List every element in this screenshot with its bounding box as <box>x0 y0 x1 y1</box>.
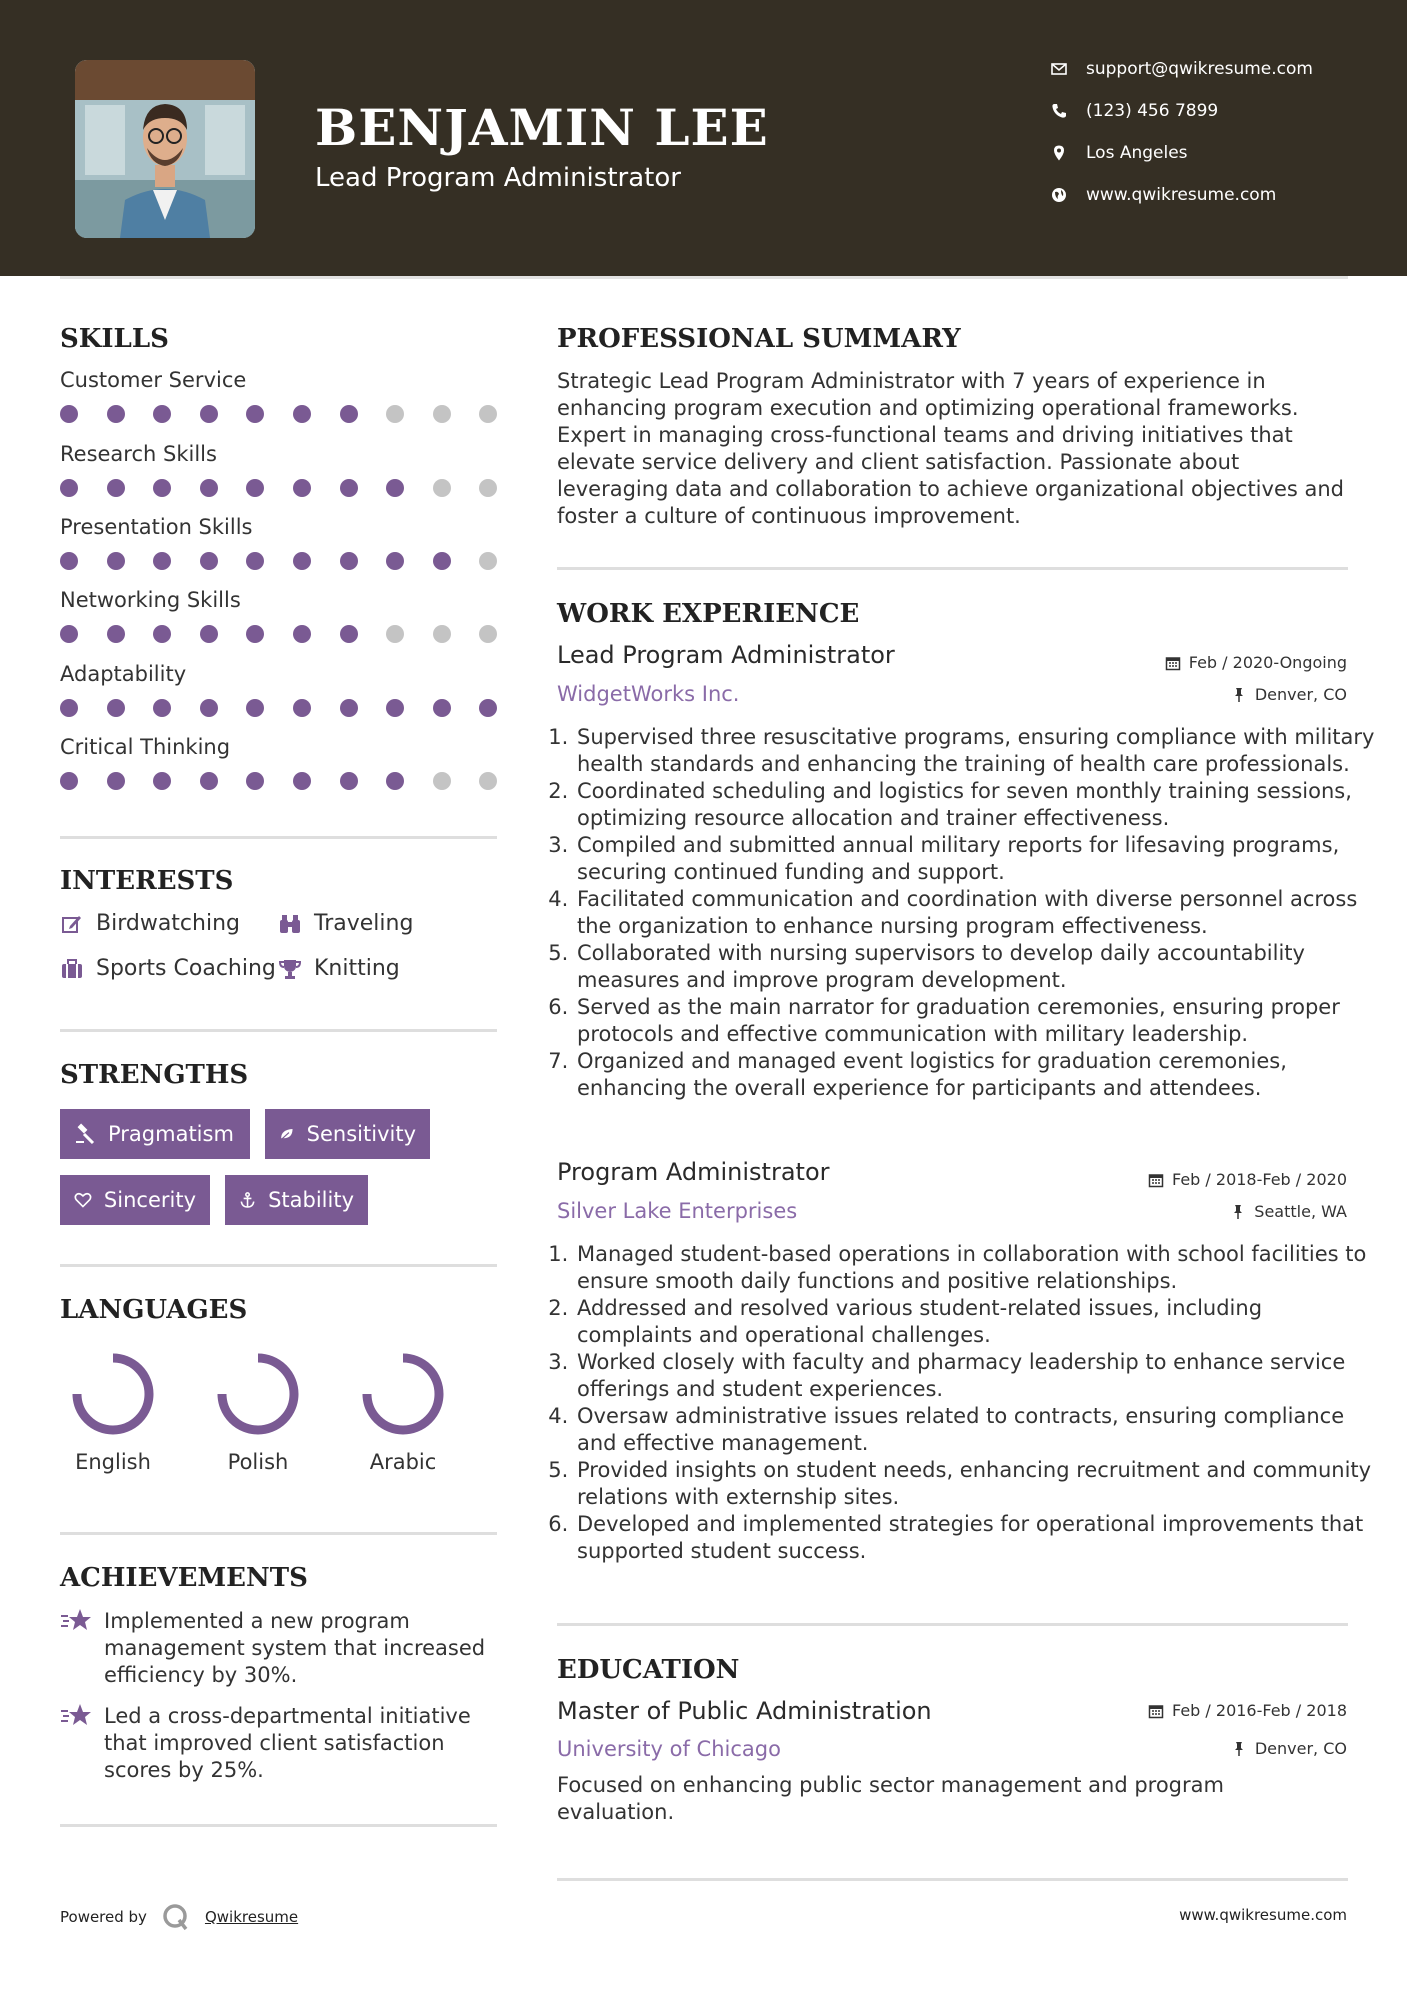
language-name: Arabic <box>369 1450 437 1474</box>
leaf-icon <box>279 1123 295 1145</box>
skill-dot-filled <box>293 479 311 497</box>
skill-dot-filled <box>200 479 218 497</box>
skill-dot-filled <box>60 552 78 570</box>
duty-item: 6. Served as the main narrator for graduation ceremonies, ensuring proper protocols and effective communication with military leadership. <box>575 994 1375 1048</box>
star-award-icon <box>60 1606 94 1636</box>
skill-rating <box>60 699 500 719</box>
header-divider <box>60 276 1348 279</box>
language-ring <box>67 1348 159 1440</box>
duty-item: 6. Developed and implemented strategies for operational improvements that supported student success. <box>575 1511 1375 1565</box>
footer-branding <box>60 1902 298 1932</box>
skill-dot-filled <box>200 772 218 790</box>
skill-dot-filled <box>340 699 358 717</box>
education-location: Denver, CO <box>1231 1739 1347 1758</box>
skill-dot-empty <box>479 552 497 570</box>
skill-dot-filled <box>340 479 358 497</box>
skill-dot-filled <box>386 772 404 790</box>
skill-label: Customer Service <box>60 368 247 392</box>
skill-dot-filled <box>107 405 125 423</box>
skill-label: Adaptability <box>60 662 187 686</box>
skill-dot-filled <box>340 772 358 790</box>
globe-icon <box>1050 186 1068 204</box>
heart-icon <box>74 1189 92 1211</box>
interests-heading: INTERESTS <box>60 866 234 896</box>
contact-location-text: Los Angeles <box>1086 143 1188 163</box>
skill-label: Networking Skills <box>60 588 241 612</box>
skill-dot-filled <box>340 405 358 423</box>
job-dates: Feb / 2018-Feb / 2020 <box>1148 1170 1347 1189</box>
skill-dot-filled <box>60 625 78 643</box>
pushpin-icon <box>1231 1741 1247 1757</box>
section-divider <box>60 1029 497 1032</box>
contact-email[interactable] <box>1050 57 1390 81</box>
skill-rating <box>60 772 500 792</box>
strength-badge: Pragmatism <box>60 1109 250 1159</box>
achievements-heading: ACHIEVEMENTS <box>60 1563 308 1593</box>
job-title: Program Administrator <box>557 1158 830 1186</box>
achievement-item <box>60 1703 500 1784</box>
skill-dot-filled <box>200 699 218 717</box>
map-pin-icon <box>1050 144 1068 162</box>
contact-email-text: support@qwikresume.com <box>1086 59 1313 79</box>
section-divider <box>60 1264 497 1267</box>
skill-dot-filled <box>153 772 171 790</box>
achievement-item <box>60 1608 500 1689</box>
interest-item: Sports Coaching <box>60 956 276 981</box>
skill-dot-filled <box>153 479 171 497</box>
duty-item: 5. Collaborated with nursing supervisors to develop daily accountability measures and improve program development. <box>575 940 1375 994</box>
skill-dot-empty <box>479 405 497 423</box>
skill-dot-filled <box>153 405 171 423</box>
phone-icon <box>1050 102 1068 120</box>
duty-item: 7. Organized and managed event logistics for graduation ceremonies, enhancing the overall experience for participants and attendees. <box>575 1048 1375 1102</box>
languages-heading: LANGUAGES <box>60 1295 248 1325</box>
job-duties <box>552 724 1375 1102</box>
experience-heading: WORK EXPERIENCE <box>557 599 860 629</box>
skill-dot-filled <box>433 552 451 570</box>
skill-dot-empty <box>433 772 451 790</box>
strength-badge: Sincerity <box>60 1175 210 1225</box>
skill-label: Critical Thinking <box>60 735 231 759</box>
strength-badge: Stability <box>225 1175 368 1225</box>
strength-badge: Sensitivity <box>265 1109 430 1159</box>
achievement-text: Led a cross-departmental initiative that improved client satisfaction scores by 25%. <box>104 1704 471 1782</box>
interest-item: Birdwatching <box>60 911 240 936</box>
binoculars-icon <box>278 912 302 936</box>
duty-item: 4. Facilitated communication and coordination with diverse personnel across the organization to enhance nursing program effectiveness. <box>575 886 1375 940</box>
degree-title: Master of Public Administration <box>557 1697 932 1725</box>
duty-item: 1. Supervised three resuscitative programs, ensuring compliance with military health standards and enhancing the training of health care professionals. <box>575 724 1375 778</box>
candidate-title: Lead Program Administrator <box>315 163 681 193</box>
skill-dot-empty <box>479 772 497 790</box>
skills-heading: SKILLS <box>60 324 169 354</box>
interest-item: Knitting <box>278 956 400 981</box>
language-name: English <box>75 1450 151 1474</box>
skill-dot-filled <box>107 772 125 790</box>
skill-dot-empty <box>386 405 404 423</box>
skill-rating <box>60 479 500 499</box>
language-item <box>203 1348 313 1474</box>
school-name: University of Chicago <box>557 1737 781 1761</box>
language-name: Polish <box>227 1450 289 1474</box>
duty-item: 4. Oversaw administrative issues related to contracts, ensuring compliance and effective management. <box>575 1403 1375 1457</box>
skill-dot-filled <box>479 699 497 717</box>
duty-item: 2. Addressed and resolved various student-related issues, including complaints and operational challenges. <box>575 1295 1375 1349</box>
pencil-edit-icon <box>60 912 84 936</box>
calendar-icon <box>1148 1703 1164 1719</box>
skill-dot-filled <box>107 479 125 497</box>
skill-dot-filled <box>246 405 264 423</box>
strengths-heading: STRENGTHS <box>60 1060 249 1090</box>
skill-dot-filled <box>293 625 311 643</box>
skill-rating <box>60 552 500 572</box>
language-item <box>58 1348 168 1474</box>
footer-url[interactable]: www.qwikresume.com <box>1179 1906 1347 1924</box>
contact-phone-text: (123) 456 7899 <box>1086 101 1219 121</box>
skill-rating <box>60 625 500 645</box>
skill-dot-filled <box>340 625 358 643</box>
duty-item: 2. Coordinated scheduling and logistics for seven monthly training sessions, optimizing resource allocation and trainer effectiveness. <box>575 778 1375 832</box>
skill-dot-filled <box>246 479 264 497</box>
job-location: Denver, CO <box>1231 685 1347 704</box>
job-title: Lead Program Administrator <box>557 641 895 669</box>
section-divider <box>557 1878 1348 1881</box>
skill-dot-filled <box>293 552 311 570</box>
summary-text: Strategic Lead Program Administrator with 7 years of experience in enhancing program execution and optimizing operational frameworks. Expert in managing cross-functional teams and driving initiatives that elevate service delivery and client satisfaction. Passionate about leveraging data and collaboration to achieve organizational objectives and foster a culture of continuous improvement. <box>557 369 1344 528</box>
section-divider <box>557 567 1348 570</box>
contact-website-text: www.qwikresume.com <box>1086 185 1277 205</box>
summary-heading: PROFESSIONAL SUMMARY <box>557 324 961 354</box>
skill-dot-filled <box>60 699 78 717</box>
duty-item: 5. Provided insights on student needs, enhancing recruitment and community relations with externship sites. <box>575 1457 1375 1511</box>
skill-dot-filled <box>200 405 218 423</box>
skill-dot-filled <box>60 772 78 790</box>
skill-dot-filled <box>153 552 171 570</box>
skill-dot-filled <box>386 479 404 497</box>
skill-dot-filled <box>60 479 78 497</box>
language-item <box>348 1348 458 1474</box>
section-divider <box>557 1623 1348 1626</box>
skill-dot-filled <box>153 699 171 717</box>
section-divider <box>60 1824 497 1827</box>
resume-header <box>0 0 1407 276</box>
skill-dot-filled <box>107 625 125 643</box>
qwikresume-logo-icon <box>161 1902 191 1932</box>
job-location: Seattle, WA <box>1230 1202 1347 1221</box>
skill-dot-empty <box>433 625 451 643</box>
education-description: Focused on enhancing public sector management and program evaluation. <box>557 1773 1224 1824</box>
skill-dot-filled <box>246 552 264 570</box>
contact-website[interactable] <box>1050 183 1390 207</box>
skill-dot-filled <box>200 552 218 570</box>
skill-dot-filled <box>246 625 264 643</box>
section-divider <box>60 1532 497 1535</box>
powered-by-text: Powered by <box>60 1908 147 1926</box>
company-name: Silver Lake Enterprises <box>557 1199 798 1223</box>
anchor-icon <box>239 1189 256 1211</box>
envelope-icon <box>1050 60 1068 78</box>
education-dates: Feb / 2016-Feb / 2018 <box>1148 1701 1347 1720</box>
skill-dot-filled <box>293 405 311 423</box>
achievement-text: Implemented a new program management system that increased efficiency by 30%. <box>104 1609 486 1687</box>
calendar-icon <box>1148 1172 1164 1188</box>
duty-item: 1. Managed student-based operations in collaboration with school facilities to ensure smooth daily functions and positive relationships. <box>575 1241 1375 1295</box>
gavel-icon <box>74 1123 96 1145</box>
skill-dot-empty <box>479 479 497 497</box>
pushpin-icon <box>1231 687 1247 703</box>
language-ring <box>357 1348 449 1440</box>
skill-dot-filled <box>60 405 78 423</box>
skill-dot-filled <box>246 699 264 717</box>
star-award-icon <box>60 1701 94 1731</box>
skill-label: Research Skills <box>60 442 217 466</box>
skill-rating <box>60 405 500 425</box>
profile-photo <box>75 60 255 238</box>
job-dates: Feb / 2020-Ongoing <box>1165 653 1347 672</box>
duty-item: 3. Compiled and submitted annual military reports for lifesaving programs, securing continued funding and support. <box>575 832 1375 886</box>
skill-dot-filled <box>246 772 264 790</box>
skill-dot-filled <box>153 625 171 643</box>
duty-item: 3. Worked closely with faculty and pharmacy leadership to enhance service offerings and student experiences. <box>575 1349 1375 1403</box>
language-ring <box>212 1348 304 1440</box>
contact-location <box>1050 141 1390 165</box>
skill-dot-empty <box>433 479 451 497</box>
contact-phone[interactable] <box>1050 99 1390 123</box>
skill-dot-empty <box>433 405 451 423</box>
company-name: WidgetWorks Inc. <box>557 682 740 706</box>
skill-dot-filled <box>107 552 125 570</box>
skill-dot-empty <box>479 625 497 643</box>
skill-dot-empty <box>386 625 404 643</box>
skill-dot-filled <box>107 699 125 717</box>
skill-dot-filled <box>293 699 311 717</box>
skill-dot-filled <box>340 552 358 570</box>
education-heading: EDUCATION <box>557 1655 740 1685</box>
candidate-name: BENJAMIN LEE <box>315 98 769 157</box>
job-duties <box>552 1241 1375 1565</box>
interest-item: Traveling <box>278 911 413 936</box>
pushpin-icon <box>1230 1204 1246 1220</box>
briefcase-icon <box>60 957 84 981</box>
skill-dot-filled <box>200 625 218 643</box>
skill-dot-filled <box>386 699 404 717</box>
skill-dot-filled <box>386 552 404 570</box>
section-divider <box>60 836 497 839</box>
calendar-icon <box>1165 655 1181 671</box>
skill-dot-filled <box>433 699 451 717</box>
skill-label: Presentation Skills <box>60 515 253 539</box>
skill-dot-filled <box>293 772 311 790</box>
qwikresume-link[interactable]: Qwikresume <box>204 1908 299 1926</box>
trophy-icon <box>278 957 302 981</box>
